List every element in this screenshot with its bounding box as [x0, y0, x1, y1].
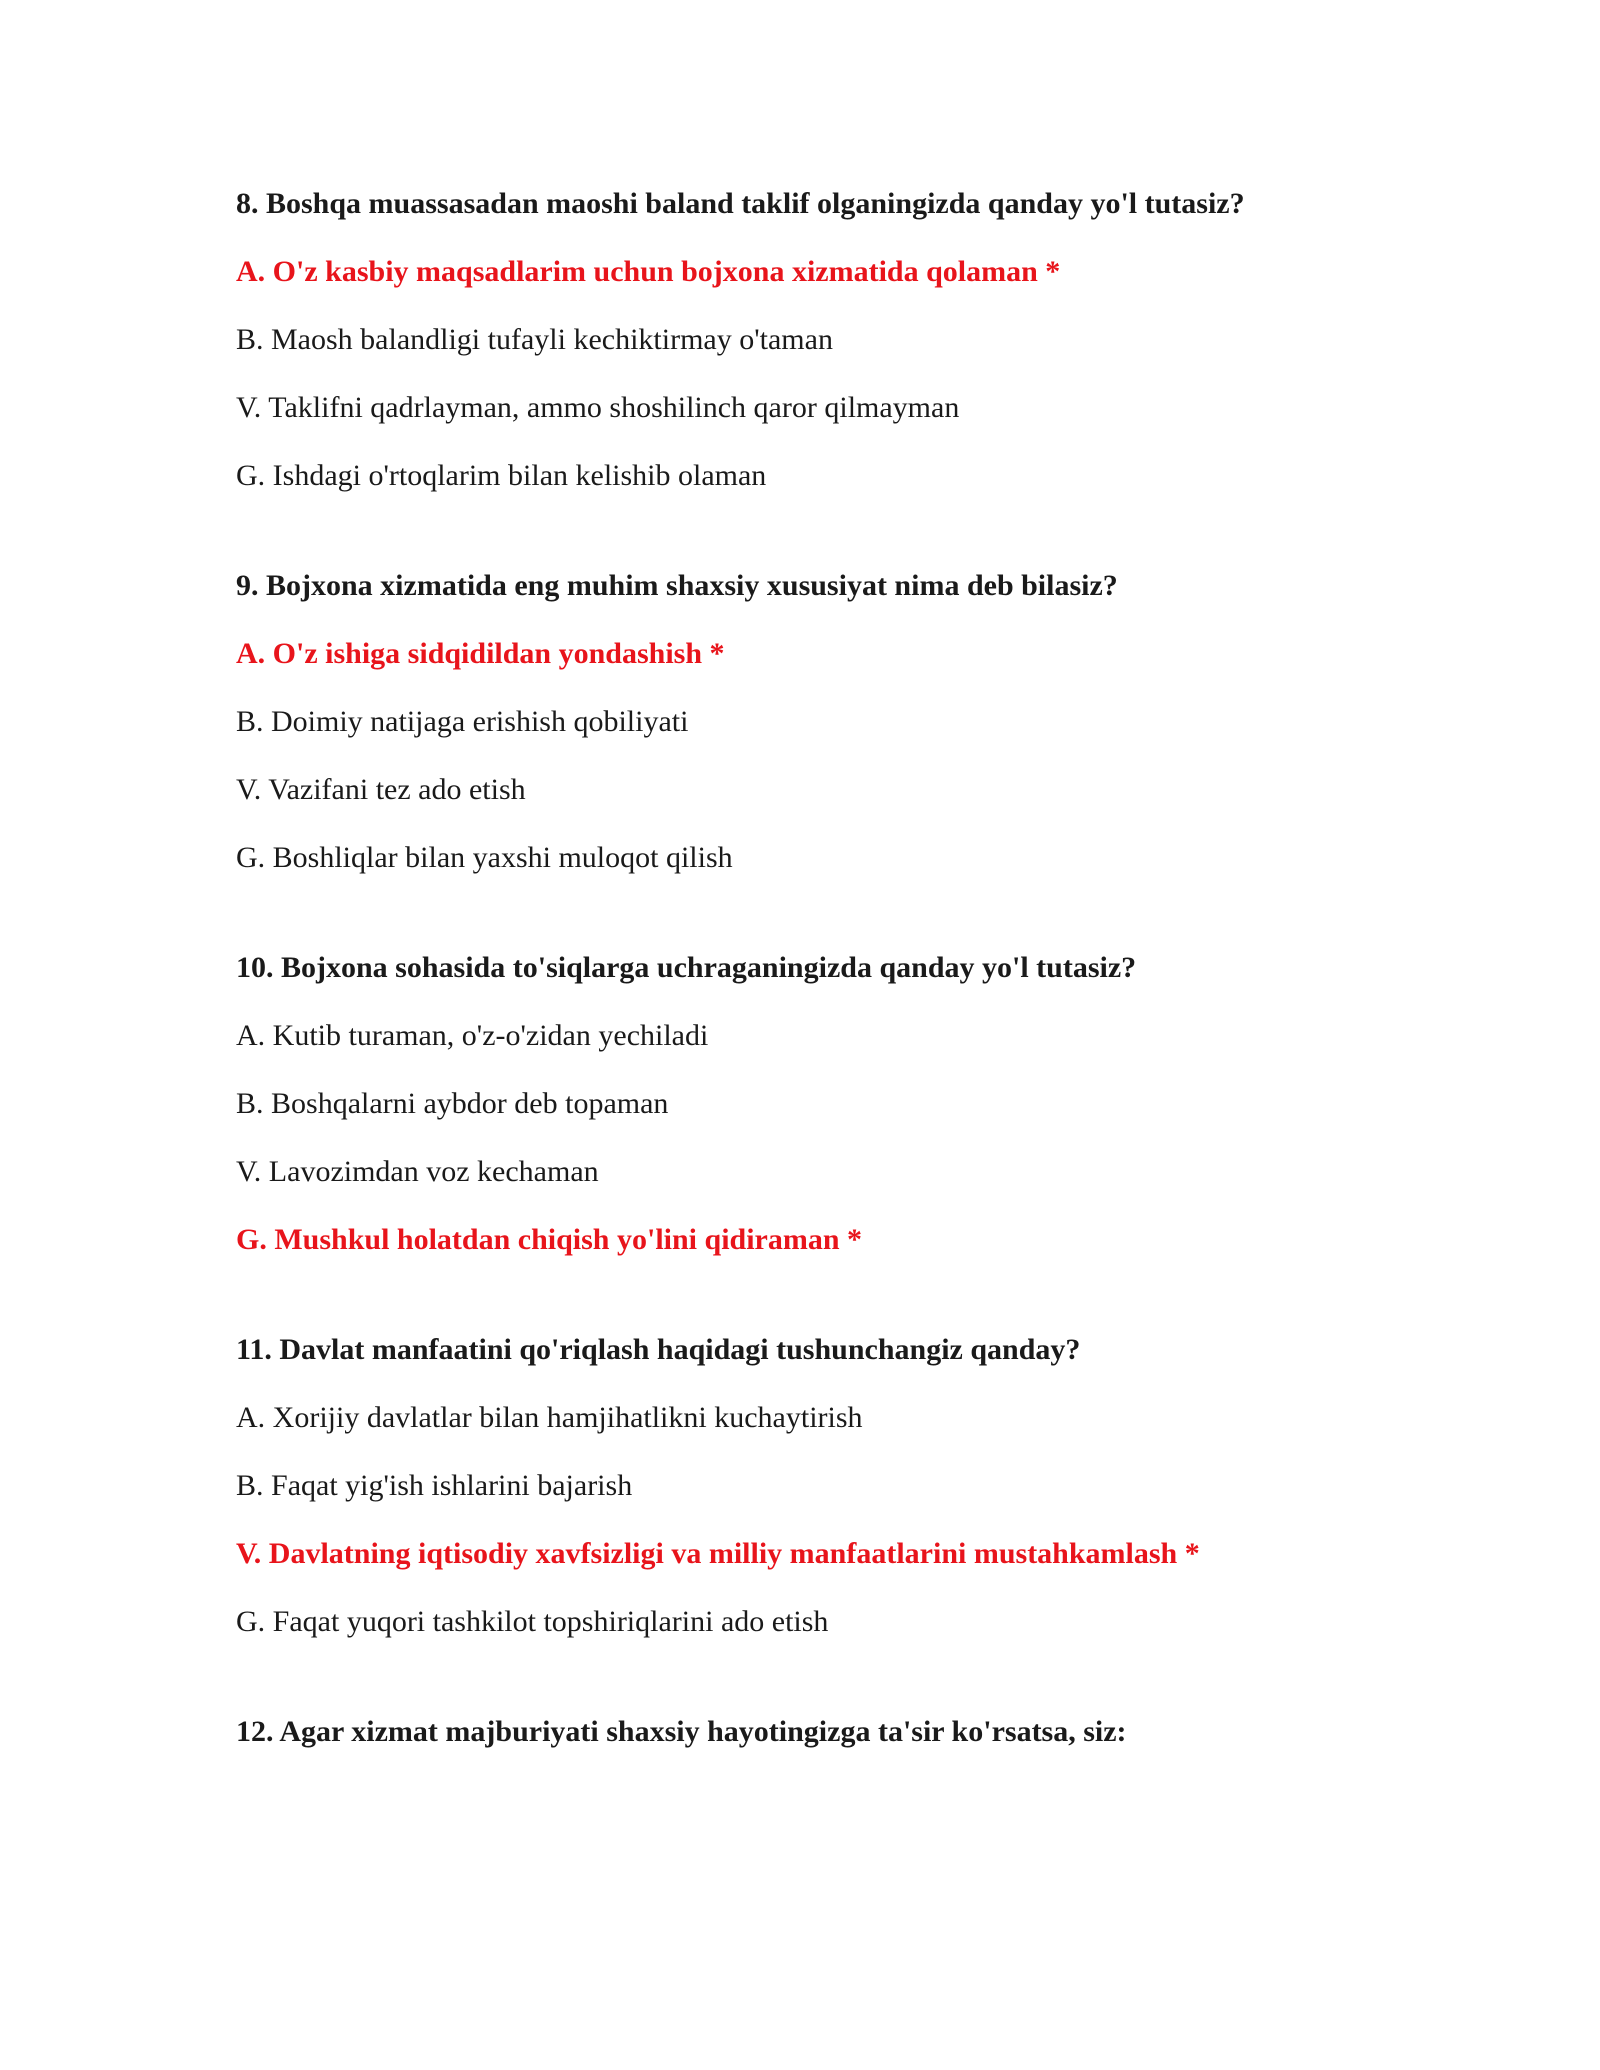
option: G. Faqat yuqori tashkilot topshiriqlarini ado etish — [236, 1605, 829, 1638]
quiz-content — [236, 182, 1436, 1820]
question-block-12 — [236, 1710, 1436, 1754]
option: G. Ishdagi o'rtoqlarim bilan kelishib olaman — [236, 459, 767, 492]
option: G. Boshliqlar bilan yaxshi muloqot qilish — [236, 841, 733, 874]
option-correct: G. Mushkul holatdan chiqish yo'lini qidiraman * — [236, 1223, 863, 1256]
question-title: 11. Davlat manfaatini qo'riqlash haqidagi tushunchangiz qanday? — [236, 1333, 1081, 1366]
option: B. Doimiy natijaga erishish qobiliyati — [236, 705, 689, 738]
question-title: 9. Bojxona xizmatida eng muhim shaxsiy xususiyat nima deb bilasiz? — [236, 569, 1118, 602]
question-block-10 — [236, 946, 1436, 1262]
option: B. Faqat yig'ish ishlarini bajarish — [236, 1469, 633, 1502]
option-correct: A. O'z kasbiy maqsadlarim uchun bojxona xizmatida qolaman * — [236, 255, 1061, 288]
option: A. Kutib turaman, o'z-o'zidan yechiladi — [236, 1019, 709, 1052]
option: V. Lavozimdan voz kechaman — [236, 1155, 599, 1188]
question-block-11 — [236, 1328, 1436, 1644]
option-correct: V. Davlatning iqtisodiy xavfsizligi va milliy manfaatlarini mustahkamlash * — [236, 1537, 1200, 1570]
option: V. Vazifani tez ado etish — [236, 773, 526, 806]
question-block-8 — [236, 182, 1436, 498]
question-title: 12. Agar xizmat majburiyati shaxsiy hayotingizga ta'sir ko'rsatsa, siz: — [236, 1715, 1127, 1748]
option: V. Taklifni qadrlayman, ammo shoshilinch qaror qilmayman — [236, 391, 960, 424]
option: A. Xorijiy davlatlar bilan hamjihatlikni kuchaytirish — [236, 1401, 863, 1434]
question-title: 8. Boshqa muassasadan maoshi baland taklif olganingizda qanday yo'l tutasiz? — [236, 187, 1245, 220]
option: B. Boshqalarni aybdor deb topaman — [236, 1087, 669, 1120]
option-correct: A. O'z ishiga sidqidildan yondashish * — [236, 637, 725, 670]
question-block-9 — [236, 564, 1436, 880]
question-title: 10. Bojxona sohasida to'siqlarga uchraganingizda qanday yo'l tutasiz? — [236, 951, 1137, 984]
option: B. Maosh balandligi tufayli kechiktirmay o'taman — [236, 323, 833, 356]
